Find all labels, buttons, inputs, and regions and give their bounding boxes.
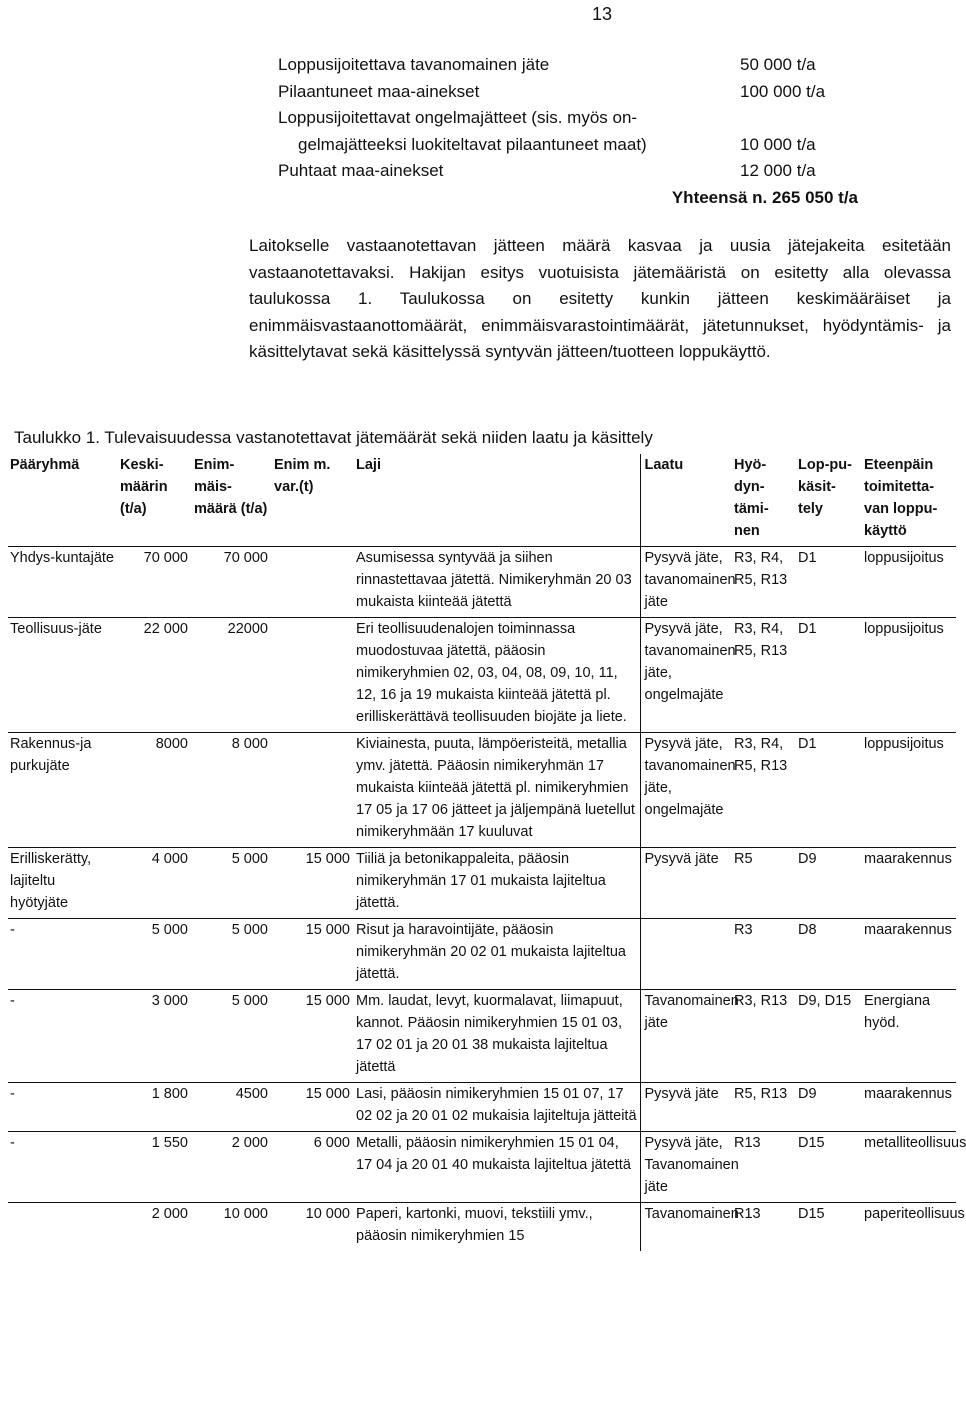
table-cell: Pysyvä jäte, tavanomainen jäte, ongelmajäte [644, 621, 736, 703]
table-cell: 1 800 [151, 1086, 188, 1102]
column-header: Hyö-dyn-tämi-nen [734, 457, 769, 539]
table-cell: 15 000 [305, 922, 350, 938]
summary-row [278, 105, 858, 132]
table-cell [8, 1203, 118, 1252]
table-cell: maarakennus [864, 1086, 952, 1102]
table-cell: R3 [734, 922, 753, 938]
summary-label: Pilaantuneet maa-ainekset [278, 81, 480, 101]
table-cell: Pysyvä jäte, tavanomainen jäte, ongelmajäte [644, 736, 736, 818]
column-header: Enim-mäis-määrä (t/a) [194, 457, 268, 517]
table-row [8, 547, 956, 618]
table-cell: D15 [798, 1206, 825, 1222]
table-cell: D1 [798, 736, 817, 752]
table-cell: 6 000 [313, 1135, 350, 1151]
table-caption: Taulukko 1. Tulevaisuudessa vastanotettavat jätemäärät sekä niiden laatu ja käsittely [14, 428, 653, 447]
table-cell: D9 [798, 1086, 817, 1102]
column-header: Eteenpäin toimitetta-van loppu-käyttö [864, 457, 938, 539]
table-cell: 4500 [235, 1086, 268, 1102]
table-cell: 15 000 [305, 1086, 350, 1102]
table-cell: metalliteollisuus [864, 1135, 966, 1151]
table-cell: 22000 [227, 621, 268, 637]
column-header: Laatu [644, 457, 684, 473]
table-cell: 5 000 [231, 851, 268, 867]
table-cell: Metalli, pääosin nimikeryhmien 15 01 04, 17 04 ja 20 01 40 mukaista lajiteltua jätettä [354, 1132, 640, 1203]
table-cell: loppusijoitus [864, 621, 944, 637]
table-cell: Kiviainesta, puuta, lämpöeristeitä, metallia ymv. jätettä. Pääosin nimikeryhmän 17 mukaista kiinteää jätettä pl. nimikeryhmien 17 05 ja 17 06 jätteet ja jäljempänä luetellut nimikeryhmään 17 kuuluvat [354, 733, 640, 848]
table-row [8, 990, 956, 1083]
table-cell: Rakennus-ja purkujäte [10, 736, 92, 774]
table-row [8, 1083, 956, 1132]
waste-table [8, 454, 966, 1251]
table-cell: D9, D15 [798, 993, 852, 1009]
summary-label: gelmajätteeksi luokiteltavat pilaantuneet maat) [298, 134, 647, 154]
table-cell: maarakennus [864, 851, 952, 867]
table-cell: R13 [734, 1206, 761, 1222]
table-cell: R13 [734, 1135, 761, 1151]
table-cell [272, 547, 354, 618]
table-cell: R3, R13 [734, 993, 788, 1009]
table-cell: D1 [798, 621, 817, 637]
table-cell: Asumisessa syntyvää ja siihen rinnastettavaa jätettä. Nimikeryhmän 20 03 mukaista kiinteää jätettä [354, 547, 640, 618]
table-row [8, 618, 956, 733]
table-cell: Erilliskerätty, lajiteltu hyötyjäte [10, 851, 92, 911]
table-cell [272, 733, 354, 848]
summary-row [278, 79, 858, 106]
table-cell: D15 [798, 1135, 825, 1151]
table-cell: maarakennus [864, 922, 952, 938]
table-cell: 2 000 [231, 1135, 268, 1151]
table-cell: - [10, 1135, 15, 1151]
table-cell: D8 [798, 922, 817, 938]
summary-row [278, 158, 858, 185]
table-cell: Risut ja haravointijäte, pääosin nimikeryhmän 20 02 01 mukaista lajiteltua jätettä. [354, 919, 640, 990]
table-row [8, 919, 956, 990]
table-cell: 2 000 [151, 1206, 188, 1222]
summary-label: Loppusijoitettavat ongelmajätteet (sis. myös on- [278, 108, 638, 127]
table-cell: D9 [798, 851, 817, 867]
table-cell: Pysyvä jäte [644, 851, 719, 867]
table-cell: 15 000 [305, 993, 350, 1009]
summary-total: Yhteensä n. 265 050 t/a [671, 187, 858, 207]
table-cell: Yhdys-kuntajäte [10, 550, 114, 566]
summary-label: Puhtaat maa-ainekset [278, 161, 444, 180]
column-header: Keski-määrin (t/a) [120, 457, 168, 517]
summary-value: 100 000 t/a [740, 81, 826, 101]
summary-value: 10 000 t/a [740, 134, 816, 154]
table-cell: Lasi, pääosin nimikeryhmien 15 01 07, 17 02 02 ja 20 01 02 mukaisia lajiteltuja jätteitä [354, 1083, 640, 1132]
table-row [8, 1132, 956, 1203]
summary-row [278, 132, 858, 159]
table-cell: 5 000 [231, 993, 268, 1009]
table-cell: Eri teollisuudenalojen toiminnassa muodostuvaa jätettä, pääosin nimikeryhmien 02, 03, 04, 08, 09, 10, 11, 12, 16 ja 19 mukaista kiinteää jätettä pl. erilliskerättävä teollisuuden biojäte ja liete. [354, 618, 640, 733]
table-cell: R5, R13 [734, 1086, 788, 1102]
column-header: Enim m. var.(t) [274, 457, 331, 495]
table-cell: - [10, 1086, 15, 1102]
summary-value: 12 000 t/a [740, 161, 816, 180]
table-cell: 4 000 [151, 851, 188, 867]
summary-label: Loppusijoitettava tavanomainen jäte [278, 55, 550, 74]
page-number: 13 [592, 4, 613, 24]
column-header: Laji [354, 454, 640, 547]
table-cell: 10 000 [223, 1206, 268, 1222]
table-cell: Teollisuus-jäte [10, 621, 102, 637]
table-cell: paperiteollisuus [864, 1206, 965, 1222]
table-cell: Tiiliä ja betonikappaleita, pääosin nimikeryhmän 17 01 mukaista lajiteltua jätettä. [354, 848, 640, 919]
table-cell: 3 000 [151, 993, 188, 1009]
table-cell: 5 000 [151, 922, 188, 938]
table-cell: 8 000 [231, 736, 268, 752]
table-row [8, 1203, 956, 1252]
table-cell: R3, R4, R5, R13 [734, 550, 788, 588]
table-cell: Pysyvä jäte [644, 1086, 719, 1102]
table-cell [640, 919, 732, 990]
table-cell: Pysyvä jäte, tavanomainen jäte [644, 550, 736, 610]
waste-summary [278, 52, 858, 211]
table-cell: 22 000 [143, 621, 188, 637]
table-cell: 10 000 [305, 1206, 350, 1222]
summary-value: 50 000 t/a [740, 55, 816, 74]
table-cell: Mm. laudat, levyt, kuormalavat, liimapuut, kannot. Pääosin nimikeryhmien 15 01 03, 17 02 01 ja 20 01 38 mukaista lajiteltua jätettä [354, 990, 640, 1083]
table-cell: - [10, 922, 15, 938]
table-cell: Tavanomainen [644, 1206, 739, 1222]
table-cell: loppusijoitus [864, 550, 944, 566]
table-cell: 1 550 [151, 1135, 188, 1151]
table-row [8, 848, 956, 919]
table-row [8, 733, 956, 848]
table-cell: 70 000 [143, 550, 188, 566]
column-header: Pääryhmä [10, 457, 80, 473]
summary-row [278, 52, 858, 79]
table-cell [272, 618, 354, 733]
table-header-row [8, 454, 956, 547]
summary-value [740, 105, 858, 132]
table-cell: 15 000 [305, 851, 350, 867]
table-cell: 8000 [155, 736, 188, 752]
column-header: Lop-pu-käsit-tely [798, 457, 852, 517]
table-cell: Paperi, kartonki, muovi, tekstiili ymv., pääosin nimikeryhmien 15 [354, 1203, 640, 1252]
table-cell: - [10, 993, 15, 1009]
table-cell: loppusijoitus [864, 736, 944, 752]
table-cell: R3, R4, R5, R13 [734, 621, 788, 659]
table-cell: Energiana hyöd. [864, 993, 931, 1031]
table-cell: R5 [734, 851, 753, 867]
table-cell: Pysyvä jäte, Tavanomainen jäte [644, 1135, 739, 1195]
table-cell: D1 [798, 550, 817, 566]
table-cell: 5 000 [231, 922, 268, 938]
table-cell: 70 000 [223, 550, 268, 566]
table-cell: R3, R4, R5, R13 [734, 736, 788, 774]
table-cell: Tavanomainen jäte [644, 993, 739, 1031]
body-paragraph: Laitokselle vastaanotettavan jätteen määrä kasvaa ja uusia jätejakeita esitetään vastaanotettavaksi. Hakijan esitys vuotuisista jätemääristä on esitetty alla olevassa taulukossa 1. Taulukossa on esitetty kunkin jätteen keskimääräiset ja enimmäisvastaanottomäärät, enimmäisvarastointimäärät, jätetunnukset, hyödyntämis- ja käsittelytavat sekä käsittelyssä syntyvän jätteen/tuotteen loppukäyttö. [249, 236, 951, 362]
